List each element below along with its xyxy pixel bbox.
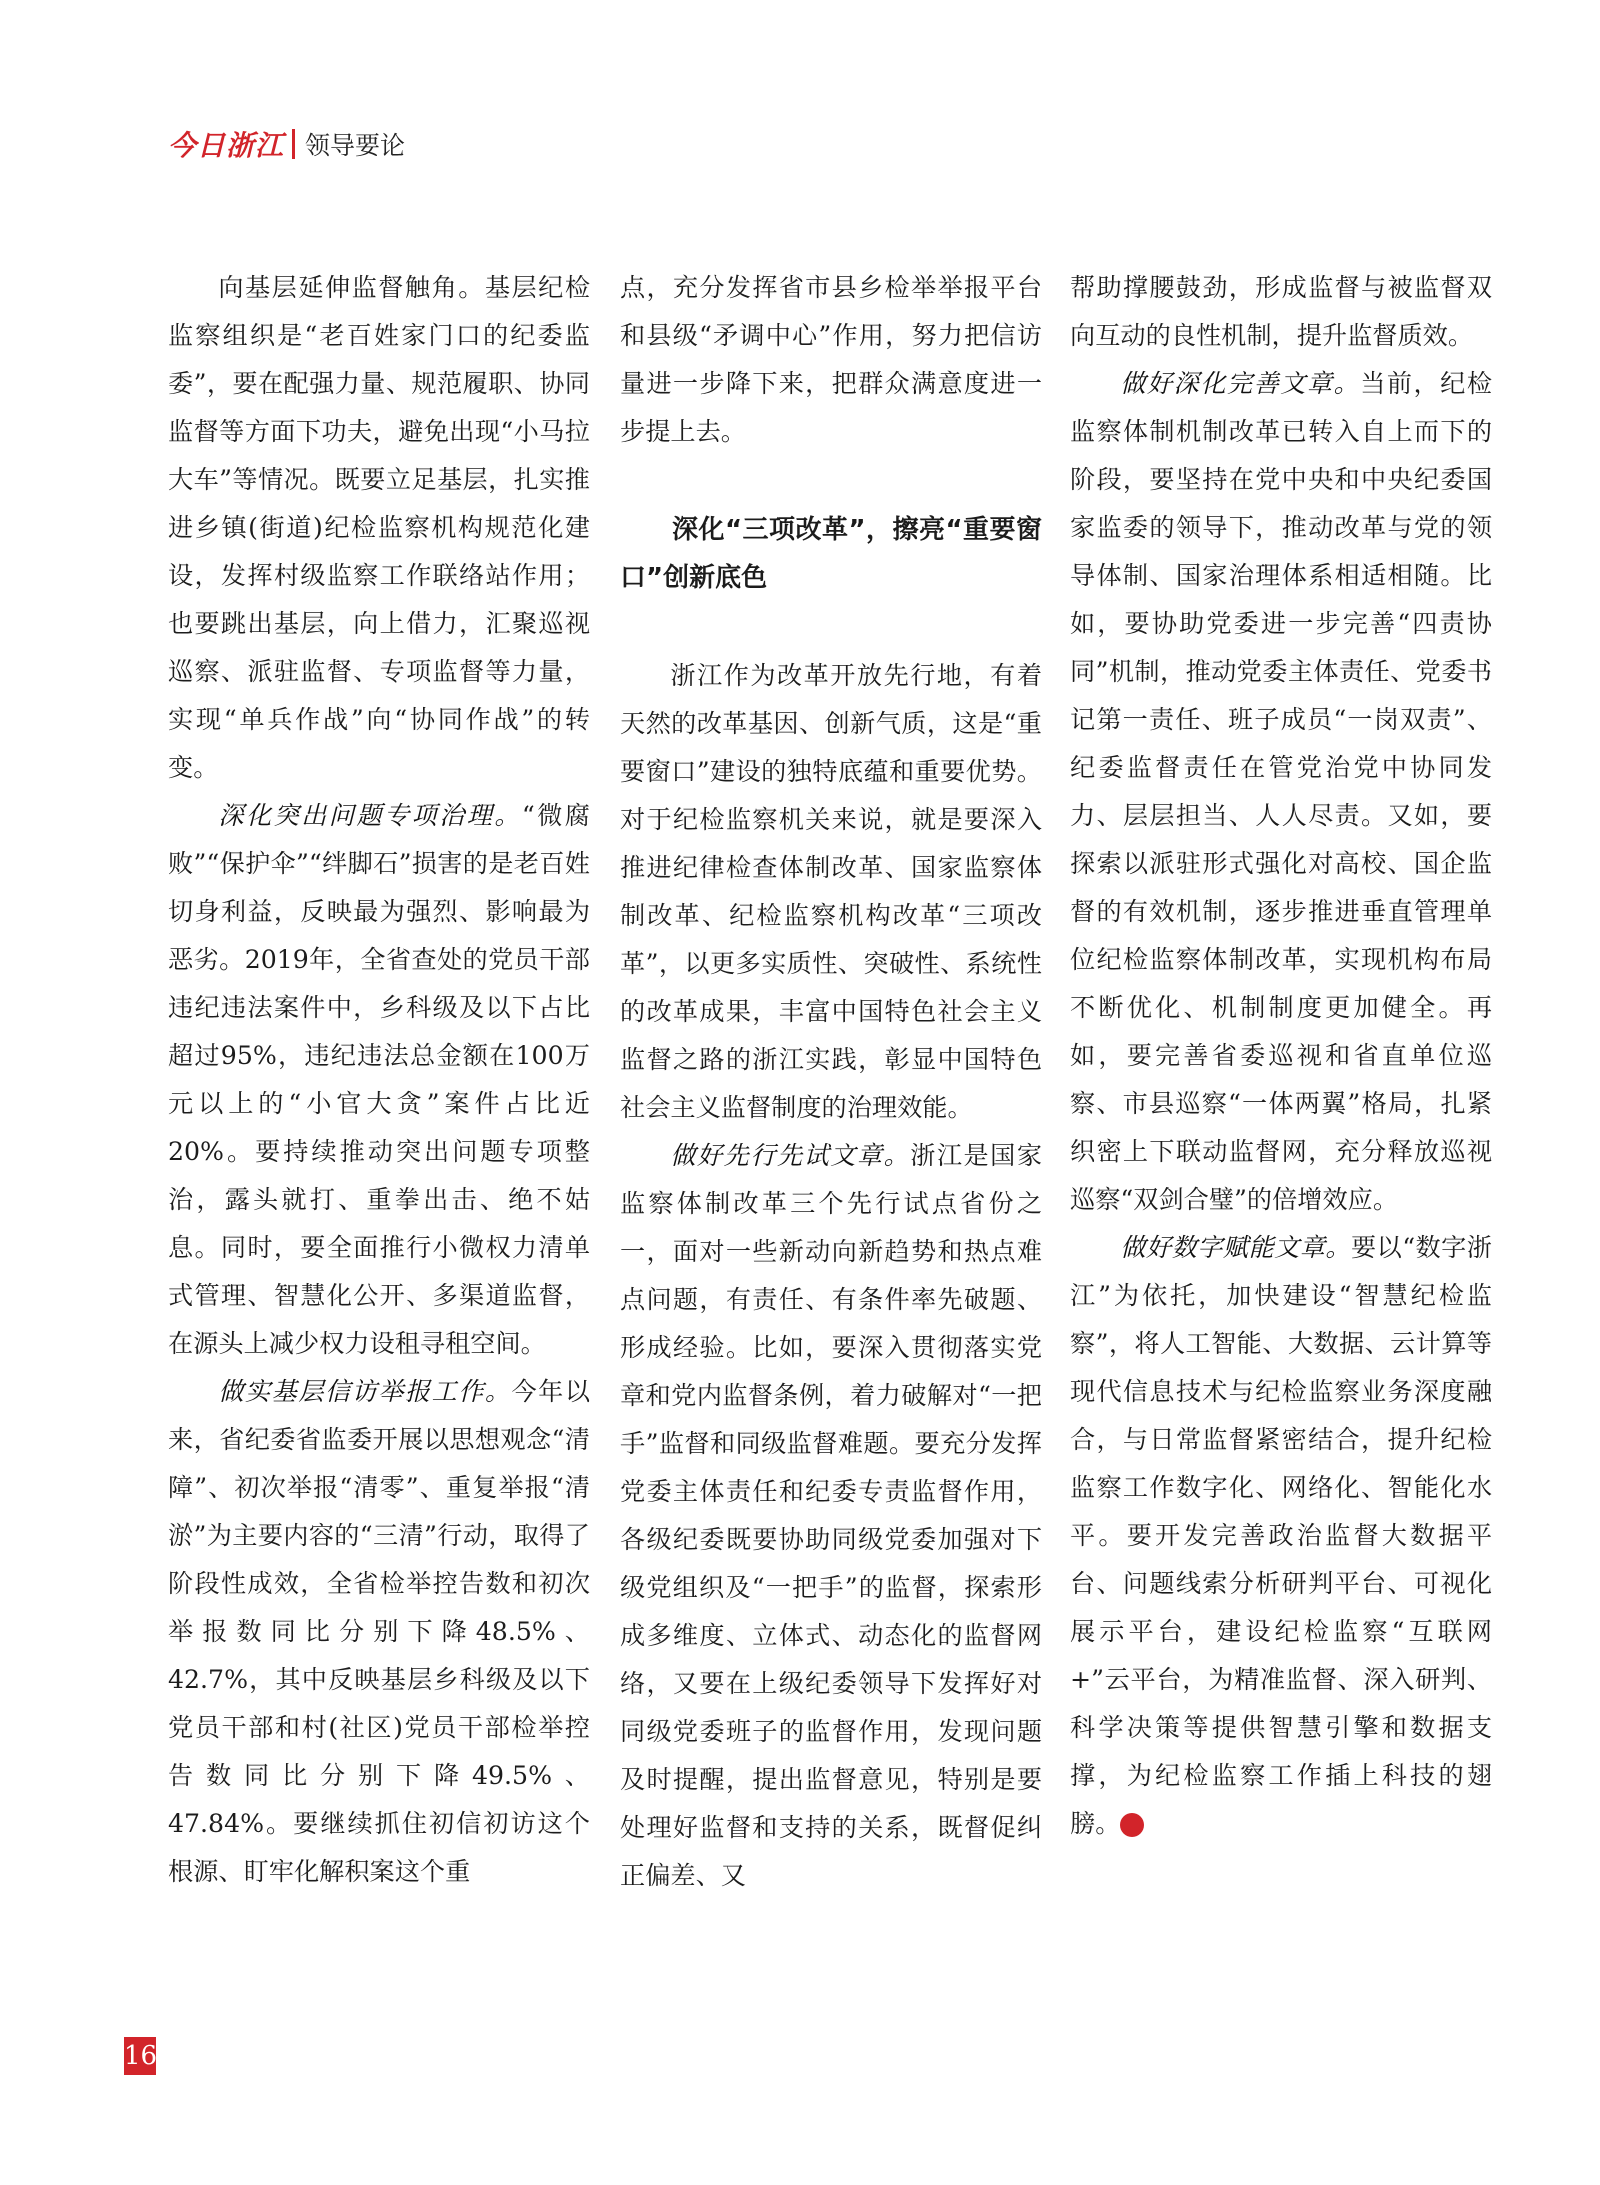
- paragraph-body: 当前，纪检监察体制机制改革已转入自上而下的阶段，要坚持在党中央和中央纪委国家监委的领导下，推动改革与党的领导体制、国家治理体系相适相随。比如，要协助党委进一步完善“四责协同”机制，推动党委主体责任、党委书记第一责任、班子成员“一岗双责”、纪委监督责任在管党治党中协同发力、层层担当、人人尽责。又如，要探索以派驻形式强化对高校、国企监督的有效机制，逐步推进垂直管理单位纪检监察体制改革，实现机构布局不断优化、机制制度更加健全。再如，要完善省委巡视和省直单位巡察、市县巡察“一体两翼”格局，扎紧织密上下联动监督网，充分释放巡视巡察“双剑合璧”的倍增效应。: [1070, 369, 1493, 1214]
- paragraph-body: “微腐败”“保护伞”“绊脚石”损害的是老百姓切身利益，反映最为强烈、影响最为恶劣。2019年，全省查处的党员干部违纪违法案件中，乡科级及以下占比超过95%，违纪违法总金额在100万元以上的“小官大贪”案件占比近20%。要持续推动突出问题专项整治，露头就打、重拳出击、绝不姑息。同时，要全面推行小微权力清单式管理、智慧化公开、多渠道监督，在源头上减少权力设租寻租空间。: [168, 801, 590, 1358]
- column-2: [620, 264, 1042, 1900]
- paragraph: [1070, 360, 1492, 1224]
- section-heading: 深化“三项改革”，擦亮“重要窗口”创新底色: [620, 515, 1042, 593]
- paragraph: 点，充分发挥省市县乡检举举报平台和县级“矛调中心”作用，努力把信访量进一步降下来，把群众满意度进一步提上去。: [620, 273, 1042, 446]
- paragraph-lead: 做好数字赋能文章。: [1120, 1233, 1351, 1262]
- paragraph-body: 要以“数字浙江”为依托，加快建设“智慧纪检监察”，将人工智能、大数据、云计算等现代信息技术与纪检监察业务深度融合，与日常监督紧密结合，提升纪检监察工作数字化、网络化、智能化水平。要开发完善政治监督大数据平台、问题线索分析研判平台、可视化展示平台，建设纪检监察“互联网+”云平台，为精准监督、深入研判、科学决策等提供智慧引擎和数据支撑，为纪检监察工作插上科技的翅膀。: [1070, 1233, 1492, 1838]
- paragraph-lead: 做实基层信访举报工作。: [218, 1377, 512, 1406]
- article-end-icon: 今: [1120, 1813, 1144, 1837]
- column-3: [1070, 264, 1492, 1848]
- paragraph: 帮助撑腰鼓劲，形成监督与被监督双向互动的良性机制，提升监督质效。: [1070, 273, 1492, 350]
- paragraph-body: 今年以来，省纪委省监委开展以思想观念“清障”、初次举报“清零”、重复举报“清淤”为主要内容的“三清”行动，取得了阶段性成效，全省检举控告数和初次举报数同比分别下降48.5%、42.7%，其中反映基层乡科级及以下党员干部和村(社区)党员干部检举控告数同比分别下降49.5%、47.84%。要继续抓住初信初访这个根源、盯牢化解积案这个重: [168, 1377, 591, 1886]
- paragraph: [1070, 1224, 1492, 1848]
- page-number: 16: [124, 2037, 156, 2075]
- paragraph: 浙江作为改革开放先行地，有着天然的改革基因、创新气质，这是“重要窗口”建设的独特底蕴和重要优势。对于纪检监察机关来说，就是要深入推进纪律检查体制改革、国家监察体制改革、纪检监察机构改革“三项改革”，以更多实质性、突破性、系统性的改革成果，丰富中国特色社会主义监督之路的浙江实践，彰显中国特色社会主义监督制度的治理效能。: [620, 661, 1042, 1122]
- paragraph-lead: 做好深化完善文章。: [1120, 369, 1361, 398]
- column-1: [168, 264, 590, 1896]
- paragraph: [168, 1368, 590, 1896]
- paragraph-body: 浙江是国家监察体制改革三个先行试点省份之一，面对一些新动向新趋势和热点难点问题，有责任、有条件率先破题、形成经验。比如，要深入贯彻落实党章和党内监督条例，着力破解对“一把手”监督和同级监督难题。要充分发挥党委主体责任和纪委专责监督作用，各级纪委既要协助同级党委加强对下级党组织及“一把手”的监督，探索形成多维度、立体式、动态化的监督网络，又要在上级纪委领导下发挥好对同级党委班子的监督作用，发现问题及时提醒，提出监督意见，特别是要处理好监督和支持的关系，既督促纠正偏差、又: [620, 1141, 1043, 1890]
- paragraph-lead: 做好先行先试文章。: [670, 1141, 911, 1170]
- header-divider: [292, 129, 295, 159]
- paragraph: [168, 792, 590, 1368]
- paragraph: [620, 1132, 1042, 1900]
- paragraph: 向基层延伸监督触角。基层纪检监察组织是“老百姓家门口的纪委监委”，要在配强力量、规范履职、协同监督等方面下功夫，避免出现“小马拉大车”等情况。既要立足基层，扎实推进乡镇(街道)纪检监察机构规范化建设，发挥村级监察工作联络站作用；也要跳出基层，向上借力，汇聚巡视巡察、派驻监督、专项监督等力量，实现“单兵作战”向“协同作战”的转变。: [168, 273, 590, 782]
- section-label: 领导要论: [305, 131, 406, 160]
- paragraph-lead: 深化突出问题专项治理。: [218, 801, 522, 830]
- magazine-logo: 今日浙江: [168, 129, 285, 162]
- page-header: [168, 124, 405, 164]
